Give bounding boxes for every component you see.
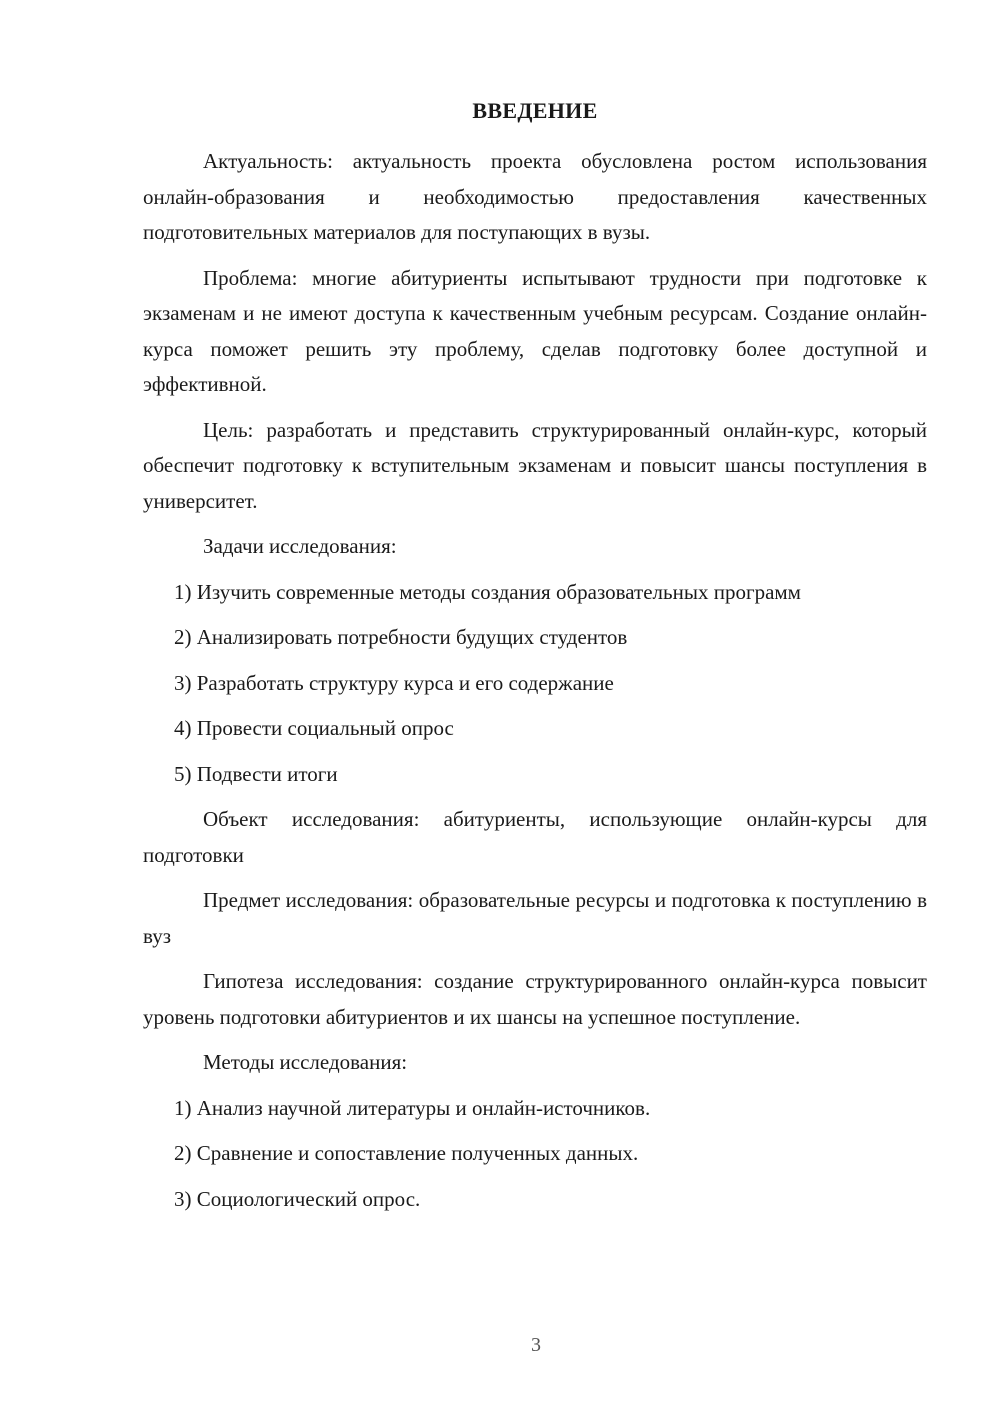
list-item: 3) Разработать структуру курса и его содержание: [174, 670, 614, 695]
document-page: [143, 96, 927, 1227]
list-item: 3) Социологический опрос.: [174, 1186, 421, 1211]
list-item: 1) Изучить современные методы создания образовательных программ: [174, 579, 801, 604]
paragraph-problem: Проблема: многие абитуриенты испытывают трудности при подготовке к экзаменам и не имеют доступа к качественным учебным ресурсам. Создание онлайн-курса поможет решить эту проблему, сделав подготовку более доступной и эффективной.: [143, 265, 927, 396]
methods-heading: Методы исследования:: [203, 1050, 408, 1074]
section-title: ВВЕДЕНИЕ: [472, 98, 598, 123]
list-item: 2) Сравнение и сопоставление полученных данных.: [174, 1141, 639, 1165]
list-item: 2) Анализировать потребности будущих студентов: [174, 625, 628, 649]
paragraph-object: Объект исследования: абитуриенты, использующие онлайн-курсы для подготовки: [143, 807, 927, 867]
tasks-heading: Задачи исследования:: [203, 534, 397, 558]
list-item: 4) Провести социальный опрос: [174, 716, 454, 740]
paragraph-subject: Предмет исследования: образовательные ресурсы и подготовка к поступлению в вуз: [143, 888, 927, 948]
list-item: 1) Анализ научной литературы и онлайн-источников.: [174, 1095, 651, 1120]
list-item: 5) Подвести итоги: [174, 761, 338, 786]
methods-list: [143, 1091, 927, 1218]
paragraph-goal: Цель: разработать и представить структурированный онлайн-курс, который обеспечит подготовку к вступительным экзаменам и повысит шансы поступления в университет.: [143, 417, 927, 513]
paragraph-relevance: Актуальность: актуальность проекта обусловлена ростом использования онлайн-образования и необходимостью предоставления качественных подготовительных материалов для поступающих в вузы.: [143, 149, 927, 244]
page-number: 3: [531, 1334, 541, 1356]
tasks-list: [143, 575, 927, 793]
paragraph-hypothesis: Гипотеза исследования: создание структурированного онлайн-курса повысит уровень подготовки абитуриентов и их шансы на успешное поступление.: [143, 969, 927, 1029]
